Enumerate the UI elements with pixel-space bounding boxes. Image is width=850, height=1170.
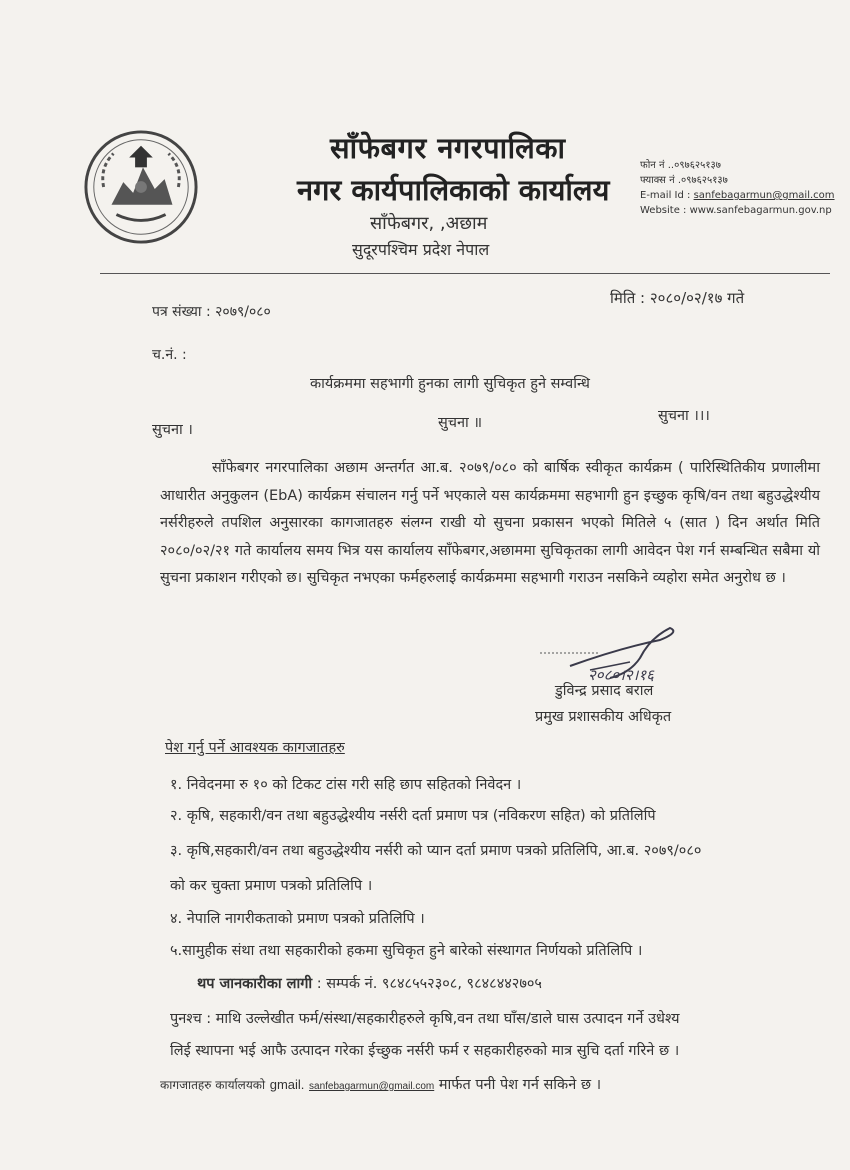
signatory-title: प्रमुख प्रशासकीय अधिकृत bbox=[535, 709, 672, 725]
address-line-2: सुदूरपश्चिम प्रदेश नेपाल bbox=[352, 240, 490, 259]
contact-block bbox=[640, 158, 835, 218]
postscript-suffix: मार्फत पनी पेश गर्न सकिने छ । bbox=[438, 1077, 602, 1093]
signature-date: २०८०।२।१६ bbox=[588, 666, 654, 684]
requirement-item: २. कृषि, सहकारी/वन तथा बहुउद्धेश्यीय नर्सरी दर्ता प्रमाण पत्र (नविकरण सहित) को प्रतिलिपि bbox=[170, 808, 656, 824]
dispatch-number: च.नं. : bbox=[152, 347, 187, 363]
email-link[interactable]: sanfebagarmun@gmail.com bbox=[693, 190, 835, 201]
notice-label-1: सुचना । bbox=[152, 422, 193, 438]
requirement-item: ४. नेपालि नागरीकताको प्रमाण पत्रको प्रतिलिपि । bbox=[170, 911, 425, 927]
fax-text: फ्याक्स नं .०९७६२५१३७ bbox=[640, 175, 728, 186]
requirement-item: १. निवेदनमा रु १० को टिकट टांस गरी सहि छाप सहितको निवेदन । bbox=[170, 777, 522, 793]
body-paragraph bbox=[160, 455, 820, 593]
requirements-heading: पेश गर्नु पर्ने आवश्यक कागजातहरु bbox=[165, 740, 345, 756]
signatory-name: डुविन्द्र प्रसाद बराल bbox=[555, 683, 654, 699]
website-label: Website : bbox=[640, 205, 690, 216]
more-info-phones: : सम्पर्क नं. ९८४८५५२३०८, ९८४८४४२७०५ bbox=[316, 976, 542, 992]
postscript-line-1: पुनश्च : माथि उल्लेखीत फर्म/संस्था/सहकारीहरुले कृषि,वन तथा घाँस/डाले घास उत्पादन गर्ने उधेश्य bbox=[170, 1011, 680, 1027]
letter-date: मिति : २०८०/०२/१७ गते bbox=[610, 289, 745, 307]
more-info-label: थप जानकारीका लागी bbox=[197, 976, 313, 992]
website-link[interactable]: www.sanfebagarmun.gov.np bbox=[689, 205, 832, 216]
phone-text: फोन नं ..०९७६२५१३७ bbox=[640, 160, 721, 171]
postscript-line-3 bbox=[160, 1074, 601, 1094]
gmail-label: gmail. bbox=[269, 1077, 305, 1092]
notice-label-2: सुचना ॥ bbox=[438, 415, 483, 431]
requirement-item: ५.सामुहीक संथा तथा सहकारीको हकमा सुचिकृत हुने बारेको संस्थागत निर्णयको प्रतिलिपि । bbox=[170, 943, 643, 959]
more-info-line bbox=[197, 973, 542, 993]
header-divider bbox=[100, 273, 830, 274]
notice-label-3: सुचना ।।। bbox=[658, 408, 710, 424]
postscript-prefix: कागजातहरु कार्यालयको bbox=[160, 1078, 266, 1092]
body-paragraph-text: साँफेबगर नगरपालिका अछाम अन्तर्गत आ.ब. २०७९/०८० को बार्षिक स्वीकृत कार्यक्रम ( पारिस्थितिकीय प्रणालीमा आधारीत अनुकुलन (EbA) कार्यक्रम संचालन गर्नु पर्ने भएकाले यस कार्यक्रममा सहभागी हुन इच्छुक कृषि/वन तथा बहुउद्धेश्यीय नर्सरीहरुले तपशिल अनुसारका कागजातहरु संलग्न राखी यो सुचना प्रकासन भएको मितिले ५ (सात ) दिन अर्थात मिति २०८०/०२/२१ गते कार्यालय समय भित्र यस कार्यालय साँफेबगर,अछाममा सुचिकृतका लागी आवेदन पेश गर्न सम्बन्धित सबैमा यो सुचना प्रकाशन गरीएको छ। सुचिकृत नभएका फर्महरुलाई कार्यक्रममा सहभागी गराउन नसकिने व्यहोरा समेत अनुरोध छ । bbox=[160, 460, 820, 586]
letter-number: पत्र संख्या : २०७९/०८० bbox=[152, 304, 271, 320]
letter-subject: कार्यक्रममा सहभागी हुनका लागी सुचिकृत हुने सम्वन्धि bbox=[310, 376, 590, 392]
office-name: नगर कार्यपालिकाको कार्यालय bbox=[297, 173, 610, 207]
requirement-item-continued: को कर चुक्ता प्रमाण पत्रको प्रतिलिपि । bbox=[170, 878, 373, 894]
address-line-1: साँफेबगर, ,अछाम bbox=[370, 213, 488, 234]
postscript-email-link[interactable]: sanfebagarmun@gmail.com bbox=[309, 1081, 435, 1092]
org-name: साँफेबगर नगरपालिका bbox=[330, 131, 566, 165]
email-label: E-mail Id : bbox=[640, 190, 694, 201]
postscript-line-2: लिई स्थापना भई आफै उत्पादन गरेका ईच्छुक नर्सरी फर्म र सहकारीहरुको मात्र सुचि दर्ता गरिने छ । bbox=[170, 1043, 680, 1059]
requirement-item: ३. कृषि,सहकारी/वन तथा बहुउद्धेश्यीय नर्सरी को प्यान दर्ता प्रमाण पत्रको प्रतिलिपि, आ.ब. २०७९/०८० bbox=[170, 843, 702, 859]
website-line bbox=[640, 203, 835, 218]
email-line bbox=[640, 188, 835, 203]
nepal-emblem-icon bbox=[82, 128, 200, 246]
